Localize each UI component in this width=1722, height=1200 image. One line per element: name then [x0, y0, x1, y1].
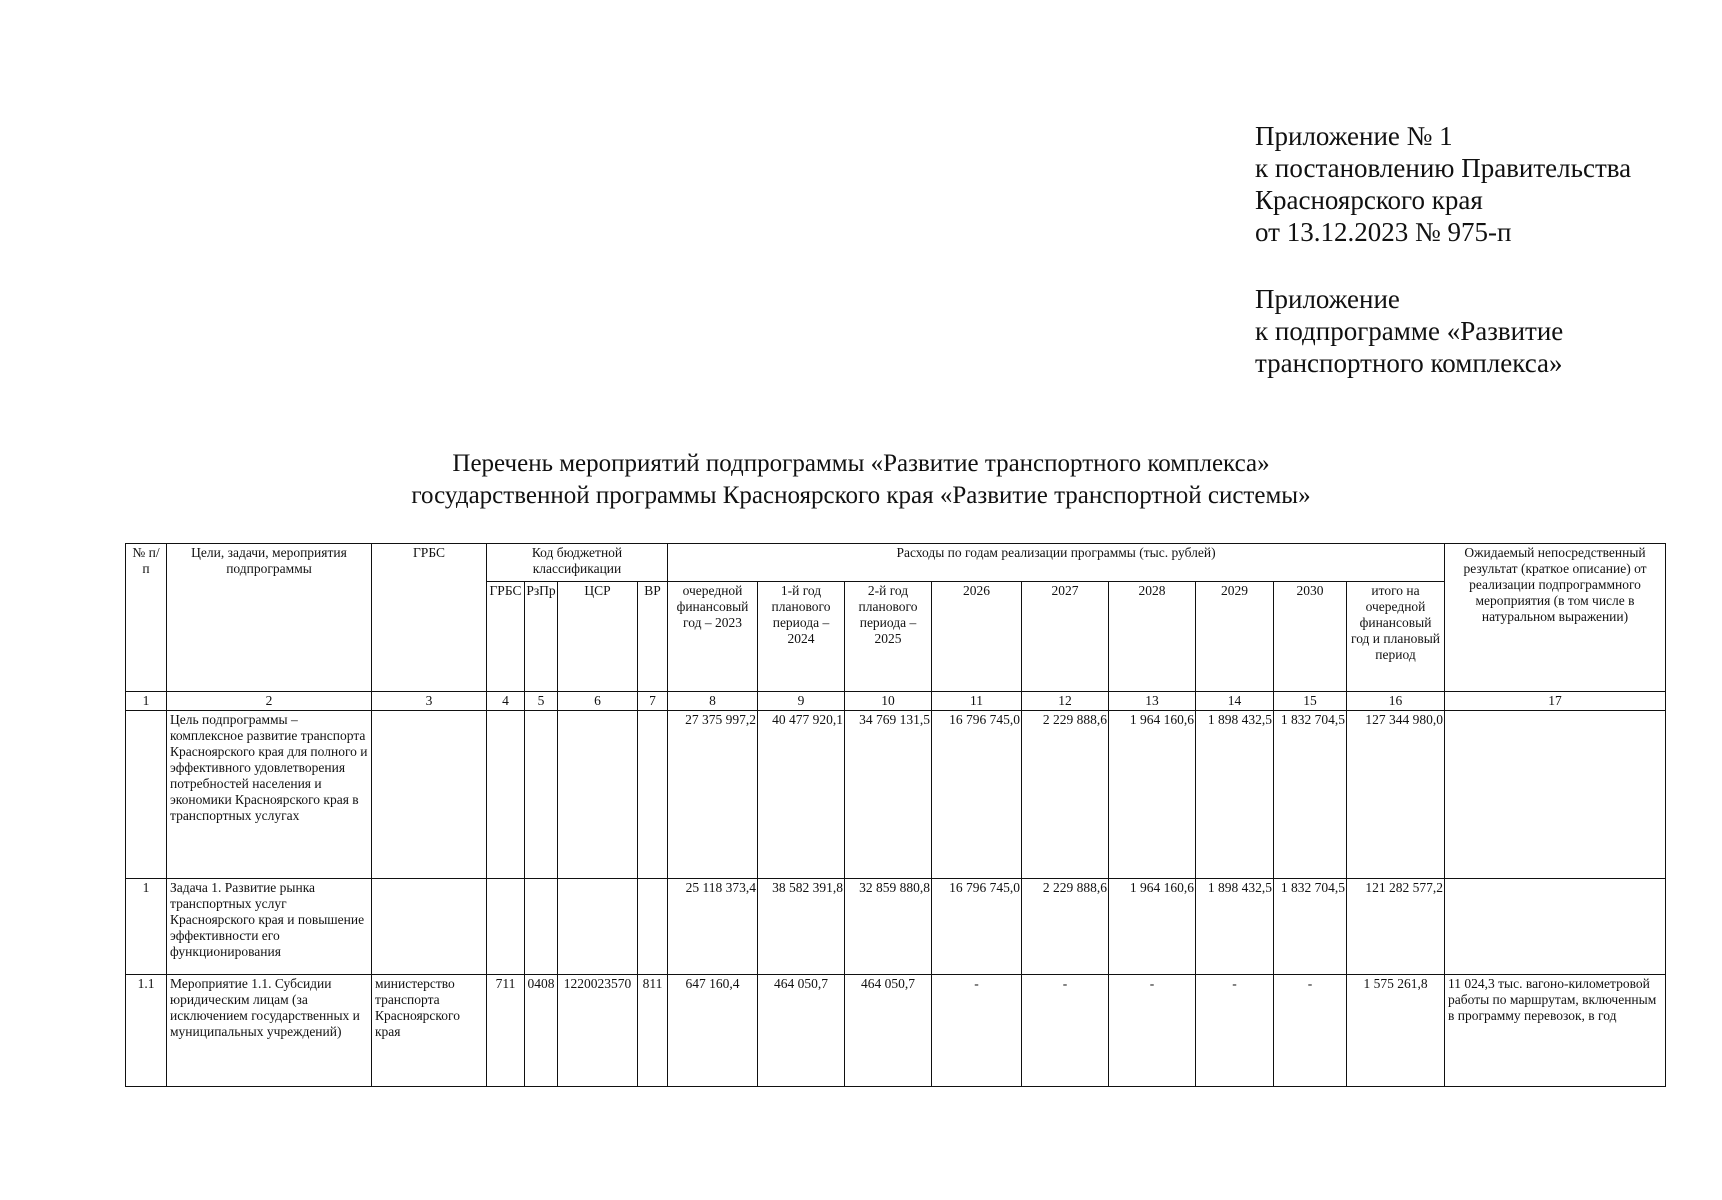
- column-number-row: [126, 692, 1666, 711]
- appendix-1-line4: от 13.12.2023 № 975-п: [1255, 217, 1512, 247]
- row-code-vr: 811: [638, 975, 668, 1087]
- header-total: итого на очередной финансовый год и плановый период: [1347, 582, 1445, 692]
- appendix-2-block: [1255, 283, 1563, 379]
- row-value-2027: 2 229 888,6: [1022, 711, 1109, 879]
- row-value-2023: 25 118 373,4: [668, 879, 758, 975]
- column-number: 9: [758, 692, 845, 711]
- column-number: 3: [372, 692, 487, 711]
- row-name: Цель подпрограммы – комплексное развитие транспорта Красноярского края для полного и эффективного удовлетворения потребностей населения и экономики Красноярского края в транспортных услугах: [167, 711, 372, 879]
- header-year-2028: 2028: [1109, 582, 1196, 692]
- row-grbs: [372, 879, 487, 975]
- row-value-2028: -: [1109, 975, 1196, 1087]
- row-value-2029: -: [1196, 975, 1274, 1087]
- header-budget-code: Код бюджетной классификации: [487, 544, 668, 582]
- header-year-2027: 2027: [1022, 582, 1109, 692]
- table-row-task-1: [126, 879, 1666, 975]
- row-value-total: 121 282 577,2: [1347, 879, 1445, 975]
- row-code-rzpr: 0408: [525, 975, 558, 1087]
- row-num: 1.1: [126, 975, 167, 1087]
- row-value-2025: 32 859 880,8: [845, 879, 932, 975]
- document-title: [0, 448, 1722, 512]
- row-value-2028: 1 964 160,6: [1109, 711, 1196, 879]
- row-value-2024: 464 050,7: [758, 975, 845, 1087]
- header-year-2026: 2026: [932, 582, 1022, 692]
- row-num: 1: [126, 879, 167, 975]
- row-grbs: [372, 711, 487, 879]
- column-number: 8: [668, 692, 758, 711]
- row-value-total: 1 575 261,8: [1347, 975, 1445, 1087]
- appendix-1-line2: к постановлению Правительства: [1255, 153, 1632, 183]
- row-code-rzpr: [525, 879, 558, 975]
- row-result: [1445, 711, 1666, 879]
- column-number: 15: [1274, 692, 1347, 711]
- row-result: [1445, 879, 1666, 975]
- appendix-2-line1: Приложение: [1255, 284, 1400, 314]
- table-row-measure-1-1: [126, 975, 1666, 1087]
- column-number: 1: [126, 692, 167, 711]
- row-value-2030: 1 832 704,5: [1274, 879, 1347, 975]
- row-num: [126, 711, 167, 879]
- column-number: 6: [558, 692, 638, 711]
- row-value-2024: 40 477 920,1: [758, 711, 845, 879]
- column-number: 4: [487, 692, 525, 711]
- row-value-2027: 2 229 888,6: [1022, 879, 1109, 975]
- header-code-rzpr: РзПр: [525, 582, 558, 692]
- column-number: 2: [167, 692, 372, 711]
- row-code-csr: [558, 711, 638, 879]
- document-title-line1: Перечень мероприятий подпрограммы «Развитие транспортного комплекса»: [452, 450, 1270, 477]
- header-year-2023: очередной финансовый год – 2023: [668, 582, 758, 692]
- row-value-2027: -: [1022, 975, 1109, 1087]
- header-expected-result: Ожидаемый непосредственный результат (краткое описание) от реализации подпрограммного мероприятия (в том числе в натуральном выражении): [1445, 544, 1666, 692]
- header-code-vr: ВР: [638, 582, 668, 692]
- row-value-2025: 34 769 131,5: [845, 711, 932, 879]
- header-year-2029: 2029: [1196, 582, 1274, 692]
- row-value-2023: 27 375 997,2: [668, 711, 758, 879]
- row-value-2026: -: [932, 975, 1022, 1087]
- column-number: 14: [1196, 692, 1274, 711]
- table-row-goal: [126, 711, 1666, 879]
- row-value-2030: 1 832 704,5: [1274, 711, 1347, 879]
- row-value-2028: 1 964 160,6: [1109, 879, 1196, 975]
- header-goals: Цели, задачи, мероприятия подпрограммы: [167, 544, 372, 692]
- column-number: 5: [525, 692, 558, 711]
- appendix-2-line2: к подпрограмме «Развитие: [1255, 316, 1564, 346]
- appendix-2-line3: транспортного комплекса»: [1255, 348, 1563, 378]
- row-name: Задача 1. Развитие рынка транспортных услуг Красноярского края и повышение эффективности его функционирования: [167, 879, 372, 975]
- column-number: 11: [932, 692, 1022, 711]
- column-number: 12: [1022, 692, 1109, 711]
- column-number: 7: [638, 692, 668, 711]
- appendix-1-line3: Красноярского края: [1255, 185, 1483, 215]
- row-value-2030: -: [1274, 975, 1347, 1087]
- column-number: 17: [1445, 692, 1666, 711]
- measures-table: [125, 543, 1666, 1087]
- header-code-csr: ЦСР: [558, 582, 638, 692]
- row-code-rzpr: [525, 711, 558, 879]
- row-value-2025: 464 050,7: [845, 975, 932, 1087]
- row-value-2029: 1 898 432,5: [1196, 711, 1274, 879]
- header-grbs: ГРБС: [372, 544, 487, 692]
- row-result: 11 024,3 тыс. вагоно-километровой работы по маршрутам, включенным в программу перевозок, в год: [1445, 975, 1666, 1087]
- header-expenses: Расходы по годам реализации программы (тыс. рублей): [668, 544, 1445, 582]
- row-name: Мероприятие 1.1. Субсидии юридическим лицам (за исключением государственных и муниципальных учреждений): [167, 975, 372, 1087]
- row-value-2024: 38 582 391,8: [758, 879, 845, 975]
- row-grbs: министерство транспорта Красноярского края: [372, 975, 487, 1087]
- row-value-2026: 16 796 745,0: [932, 879, 1022, 975]
- row-code-vr: [638, 879, 668, 975]
- row-value-2023: 647 160,4: [668, 975, 758, 1087]
- header-code-grbs: ГРБС: [487, 582, 525, 692]
- row-code-grbs: [487, 711, 525, 879]
- header-row-1: [126, 544, 1666, 582]
- row-value-2029: 1 898 432,5: [1196, 879, 1274, 975]
- appendix-1-block: [1255, 120, 1631, 248]
- header-year-2030: 2030: [1274, 582, 1347, 692]
- row-code-csr: 1220023570: [558, 975, 638, 1087]
- header-year-2024: 1-й год планового периода – 2024: [758, 582, 845, 692]
- header-year-2025: 2-й год планового периода – 2025: [845, 582, 932, 692]
- appendix-1-line1: Приложение № 1: [1255, 121, 1453, 151]
- row-code-csr: [558, 879, 638, 975]
- column-number: 10: [845, 692, 932, 711]
- column-number: 16: [1347, 692, 1445, 711]
- column-number: 13: [1109, 692, 1196, 711]
- row-code-grbs: [487, 879, 525, 975]
- row-code-grbs: 711: [487, 975, 525, 1087]
- document-title-line2: государственной программы Красноярского края «Развитие транспортной системы»: [411, 482, 1311, 509]
- row-code-vr: [638, 711, 668, 879]
- header-num: № п/п: [126, 544, 167, 692]
- row-value-2026: 16 796 745,0: [932, 711, 1022, 879]
- row-value-total: 127 344 980,0: [1347, 711, 1445, 879]
